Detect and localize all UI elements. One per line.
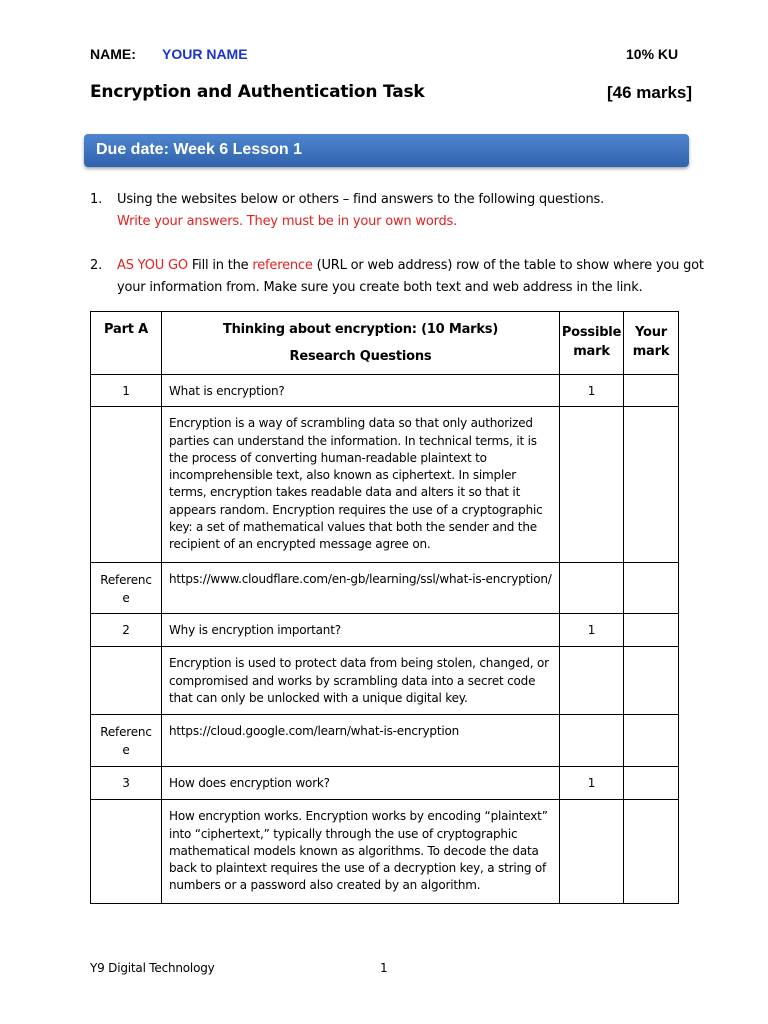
table-row — [91, 407, 679, 563]
reference-label — [91, 715, 162, 767]
possible-mark: 1 — [560, 375, 624, 407]
table-row — [91, 647, 679, 715]
row-number: 1 — [91, 375, 162, 407]
header-title-line2: Research Questions — [289, 349, 432, 364]
table-row — [91, 800, 679, 904]
your-mark-cell[interactable] — [624, 563, 679, 614]
possible-mark — [560, 407, 624, 563]
due-date-banner — [84, 134, 689, 167]
footer-subject: Y9 Digital Technology — [90, 961, 215, 975]
reference-label-line2: e — [122, 743, 130, 758]
name-label: NAME: — [90, 46, 136, 62]
table-row — [91, 375, 679, 407]
answer-text[interactable]: How encryption works. Encryption works by encoding “plaintext” into “ciphertext,” typically through the use of cryptographic mathematical models known as algorithms. To decode the data back to plaintext requires the use of a decryption key, a string of numbers or a password also created by an algorithm. — [162, 800, 560, 904]
header-your-mark — [624, 312, 679, 375]
header-title — [162, 312, 560, 375]
possible-mark: 1 — [560, 767, 624, 800]
possible-mark — [560, 563, 624, 614]
your-mark-cell[interactable] — [624, 715, 679, 767]
as-you-go-text: AS YOU GO — [117, 258, 188, 273]
reference-label — [91, 563, 162, 614]
row-number — [91, 647, 162, 715]
header-your-line2: mark — [632, 344, 670, 359]
your-mark-cell[interactable] — [624, 767, 679, 800]
possible-mark — [560, 647, 624, 715]
page-number: 1 — [380, 961, 388, 975]
your-mark-cell[interactable] — [624, 375, 679, 407]
instruction-2 — [117, 255, 707, 299]
instruction-1-number: 1. — [90, 192, 103, 207]
row-number: 2 — [91, 614, 162, 647]
instruction-2-text2: (URL or web address) row of the table to show where you got your information from. Make sure you create both text and web address in the link. — [117, 258, 704, 295]
due-date-text: Due date: Week 6 Lesson 1 — [96, 141, 302, 158]
table-row — [91, 563, 679, 614]
table-row — [91, 767, 679, 800]
task-title: Encryption and Authentication Task — [90, 82, 425, 102]
your-mark-cell[interactable] — [624, 647, 679, 715]
your-mark-cell[interactable] — [624, 407, 679, 563]
your-mark-cell[interactable] — [624, 614, 679, 647]
header-possible-mark — [560, 312, 624, 375]
row-number — [91, 800, 162, 904]
name-value: YOUR NAME — [162, 46, 248, 62]
instruction-2-text1: Fill in the — [187, 258, 253, 273]
reference-text: reference — [252, 258, 313, 273]
answer-text[interactable]: Encryption is a way of scrambling data so that only authorized parties can understand the information. In technical terms, it is the process of converting human-readable plaintext to incomprehensible text, also known as ciphertext. In simpler terms, encryption takes readable data and alters it so that it appears random. Encryption requires the use of a cryptographic key: a set of mathematical values that both the sender and the recipient of an encrypted message agree on. — [162, 407, 560, 563]
possible-mark: 1 — [560, 614, 624, 647]
reference-url[interactable]: https://www.cloudflare.com/en-gb/learning/ssl/what-is-encryption/ — [162, 563, 560, 614]
research-table — [90, 311, 679, 904]
table-row — [91, 715, 679, 767]
reference-label-line1: Referenc — [100, 725, 152, 740]
answer-text[interactable]: Encryption is used to protect data from being stolen, changed, or compromised and works by scrambling data into a secret code that can only be unlocked with a unique digital key. — [162, 647, 560, 715]
question-text: Why is encryption important? — [162, 614, 560, 647]
reference-url[interactable]: https://cloud.google.com/learn/what-is-encryption — [162, 715, 560, 767]
possible-mark — [560, 800, 624, 904]
instruction-1-line2: Write your answers. They must be in your own words. — [117, 214, 458, 229]
your-mark-cell[interactable] — [624, 800, 679, 904]
instruction-1 — [117, 189, 707, 233]
instruction-2-number: 2. — [90, 258, 103, 273]
table-header-row — [91, 312, 679, 375]
header-part: Part A — [91, 312, 162, 375]
header-possible-line2: mark — [573, 344, 610, 359]
row-number: 3 — [91, 767, 162, 800]
header-title-line1: Thinking about encryption: (10 Marks) — [222, 322, 499, 337]
table-row — [91, 614, 679, 647]
ku-percentage: 10% KU — [626, 46, 679, 62]
possible-mark — [560, 715, 624, 767]
reference-label-line1: Referenc — [100, 573, 152, 588]
row-number — [91, 407, 162, 563]
question-text: How does encryption work? — [162, 767, 560, 800]
header-your-line1: Your — [634, 325, 668, 340]
header-possible-line1: Possible — [561, 325, 622, 340]
question-text: What is encryption? — [162, 375, 560, 407]
reference-label-line2: e — [122, 591, 130, 606]
total-marks: [46 marks] — [607, 83, 693, 102]
instruction-1-line1: Using the websites below or others – find answers to the following questions. — [117, 192, 605, 207]
